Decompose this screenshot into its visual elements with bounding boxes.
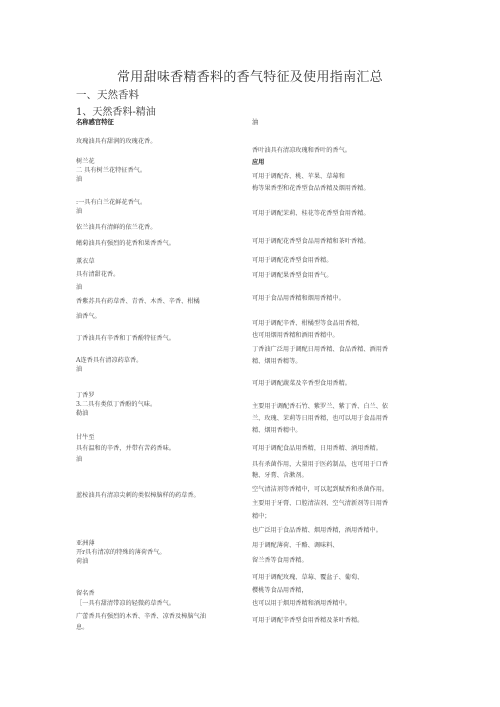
left-line: 蓝桉油具有清凉尖刺的类似樟脑样的药草香。 <box>76 492 200 499</box>
left-line: 留名香 <box>76 590 95 597</box>
left-line: 油 <box>76 366 83 373</box>
left-line: 广蕾香具有强烈的木香、辛香、凉香及樟脑气油 <box>76 613 206 620</box>
right-line: 兰、玫瑰、茉莉等日用香精，也可以用于食品用香 <box>252 415 389 422</box>
right-line: 用于调配薄荷、千酪、调味料、 <box>252 542 339 549</box>
right-line: 精、烟用香精中。 <box>252 427 302 434</box>
left-line: 勒油 <box>76 410 89 417</box>
right-line: 可用于食品用香精和烟用香精中。 <box>252 295 345 302</box>
left-line: 丁香油具有辛香和丁香酚特征香气。 <box>76 335 175 342</box>
right-line: 梅等果香型和花香型食品香精及烟用香精。 <box>252 185 370 192</box>
left-line: ［一具有甜清带凉的轻微药草香气。 <box>76 600 175 607</box>
right-line: 可用于调配杏、桃、苹果、草莓和 <box>252 173 345 180</box>
left-column-header: 名称感官特征 <box>76 119 114 126</box>
right-line: 具有杀菌作用，大量用于医药制品，也可用于口香 <box>252 461 389 468</box>
left-line: 薰衣草 <box>76 258 95 265</box>
page-title: 常用甜味香精香料的香气特征及使用指南汇总 <box>116 70 383 85</box>
left-line: 开r具有清凉的特殊的薄荷香气。 <box>76 549 166 556</box>
left-line: 香紫苏具有药草香、青香、木香、辛香、柑橘 <box>76 298 200 305</box>
right-line: 可用于调配果香型食用香气。 <box>252 272 333 279</box>
right-line: 可用于调配花香型食用香精。 <box>252 257 333 264</box>
right-line: 也可用烟用香精和酒用香精中。 <box>252 332 339 339</box>
left-line: 具有清甜花香。 <box>76 271 120 278</box>
right-line: 主要用于调配香石竹、紫罗兰、紫丁香、白兰、依 <box>252 403 389 410</box>
left-line: 息。 <box>76 624 89 631</box>
left-line: 玫瑰油具有甜润的玫瑰花香。 <box>76 138 157 145</box>
left-line: 亚洲薄 <box>76 540 95 547</box>
right-line: 可用于调配花香型食品用香精和茶叶香精。 <box>252 238 370 245</box>
left-line: 油 <box>76 284 83 291</box>
right-line: 精、烟用香精等。 <box>252 358 302 365</box>
right-line: 可用于调配食品用香精，日用香精、酒用香精。 <box>252 445 382 452</box>
left-line: A连香具有清凉药草香。 <box>76 357 143 364</box>
left-line: 油 <box>76 456 83 463</box>
left-line: 荷油 <box>76 558 89 565</box>
right-line: 樱桃等食品用香精， <box>252 587 308 594</box>
subsection-heading: 1、天然香料-精油 <box>76 107 156 118</box>
right-column-header: 油 <box>252 119 259 126</box>
right-line: 可用于调配茉莉、桂花等花香型食用香精。 <box>252 210 370 217</box>
right-line: 留兰香等食用香精。 <box>252 557 308 564</box>
left-line: 具有温和的辛香，并带有苦药香味。 <box>76 445 175 452</box>
right-line: 主要用于牙膏、口腔清洁剂、空气清新剂等日用香 <box>252 500 389 507</box>
right-line: 丁香油广泛用于调配日用香精、食品香精、酒用香 <box>252 346 389 353</box>
left-line: :一具有白兰花鲜花香气。 <box>76 199 147 206</box>
left-line: 依兰油具有清鲜的依兰花香。 <box>76 224 157 231</box>
left-line: 树兰花 <box>76 158 95 165</box>
left-line: 3.二具有类似丁香酚的气味。 <box>76 401 157 408</box>
section-heading: 一、天然香料 <box>76 89 139 101</box>
left-line: 二 具有树兰花特征香气。 <box>76 167 147 174</box>
left-line: 鳍菊油具有强烈的花香和果香香气。 <box>76 240 175 247</box>
right-line: 可用于调配辛香型食用香精及茶叶香精。 <box>252 617 364 624</box>
left-line: 甘牛至 <box>76 434 95 441</box>
right-line: 也广泛用于食品香精、烟用香精，酒用香精中。 <box>252 527 382 534</box>
left-line: 丁香罗 <box>76 392 95 399</box>
right-line: 精中； <box>252 513 271 520</box>
right-line: 可用于调配辛香、柑橘型等食品用香精， <box>252 320 364 327</box>
right-line: 空气清洁剂等香精中，可以起到赋香和杀菌作用。 <box>252 486 389 493</box>
left-line: 油 <box>76 208 83 215</box>
right-line: 可用于调配蔬菜及辛香型食用香精。 <box>252 380 351 387</box>
right-line: 糖、牙膏、含漱剂。 <box>252 472 308 479</box>
right-line: 可用于调配玫瑰、草莓、覆盆子、葡萄、 <box>252 574 364 581</box>
right-intro: 香叶油具有清凉玫瑰和香叶的香气。 <box>252 147 351 154</box>
usage-header: 应用 <box>252 159 265 166</box>
left-line: 油 <box>76 176 83 183</box>
left-line: 油香气。 <box>76 313 101 320</box>
right-line: 也可以用于烟用香精和酒用香精中。 <box>252 600 351 607</box>
